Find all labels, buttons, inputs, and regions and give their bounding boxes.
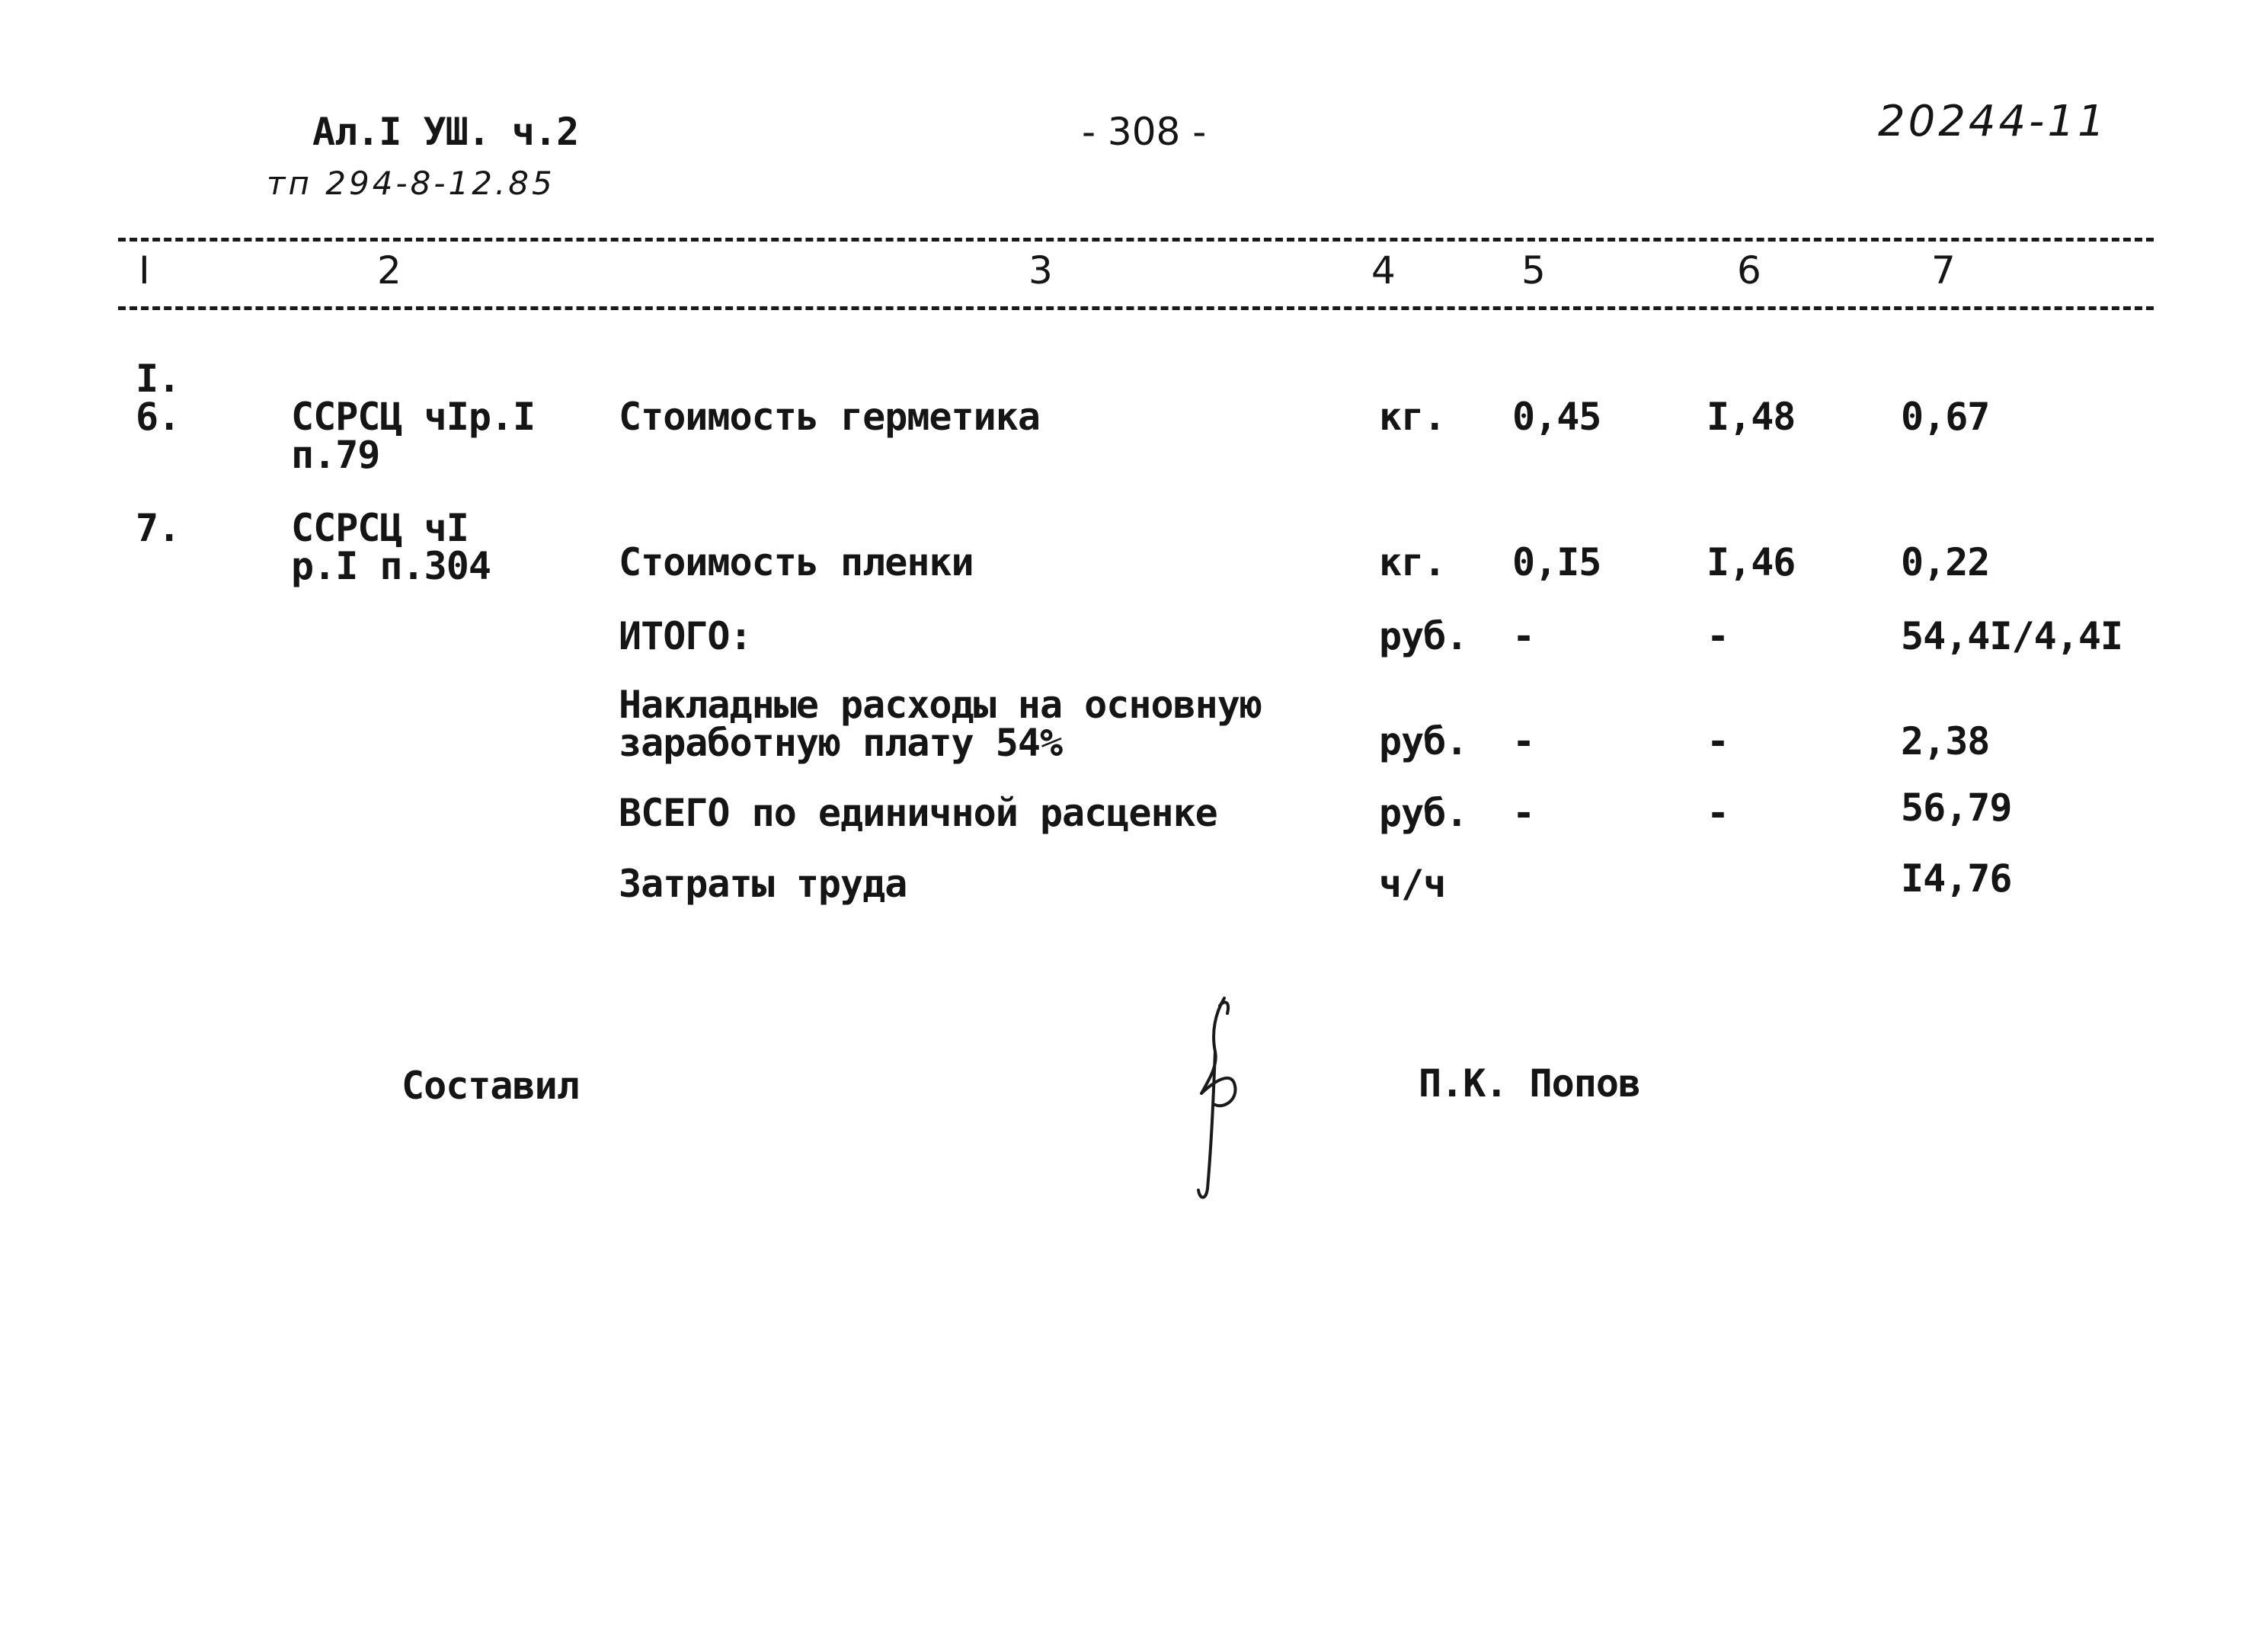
- column-heading-7: 7: [1931, 248, 1956, 293]
- table-row-number: 7.: [136, 506, 181, 550]
- grand-total-unit: руб.: [1379, 791, 1468, 835]
- signer-name: П.К. Попов: [1419, 1061, 1641, 1106]
- grand-total-col5: -: [1512, 791, 1535, 835]
- overhead-unit: руб.: [1379, 719, 1468, 763]
- signature: [1185, 991, 1253, 1211]
- subtotal-col5: -: [1512, 614, 1535, 658]
- column-heading-2: 2: [377, 248, 401, 293]
- labor-label: Затраты труда: [619, 862, 907, 906]
- subtotal-value: 54,4I/4,4I: [1901, 614, 2123, 658]
- column-heading-3: 3: [1028, 248, 1053, 293]
- overhead-col6: -: [1707, 719, 1729, 763]
- column-heading-5: 5: [1521, 248, 1546, 293]
- column-heading-4: 4: [1371, 248, 1396, 293]
- column-heading-1: I: [139, 248, 150, 293]
- table-top-rule: [118, 238, 2154, 242]
- subtotal-unit: руб.: [1379, 614, 1468, 658]
- table-row-name: Стоимость герметика: [619, 395, 1040, 439]
- table-row-name: Стоимость пленки: [619, 540, 974, 584]
- table-row-total: 0,22: [1901, 540, 1990, 584]
- labor-value: I4,76: [1901, 856, 2012, 901]
- table-row-number: I. 6.: [136, 357, 181, 439]
- overhead-label: Накладные расходы на основную заработную плату 54%: [619, 683, 1262, 765]
- archive-number: 20244-11: [1878, 97, 2108, 146]
- table-row-price: I,46: [1707, 540, 1796, 584]
- page-number: - 308 -: [1082, 110, 1207, 154]
- subtotal-col6: -: [1707, 614, 1729, 658]
- labor-unit: ч/ч: [1379, 862, 1446, 906]
- compiled-by-label: Составил: [401, 1064, 579, 1108]
- table-row-reference: ССРСЦ чI р.I п.304: [291, 506, 491, 588]
- grand-total-label: ВСЕГО по единичной расценке: [619, 791, 1217, 835]
- album-reference: Ал.I УШ. ч.2: [312, 110, 579, 154]
- grand-total-col6: -: [1707, 791, 1729, 835]
- overhead-col5: -: [1512, 719, 1535, 763]
- table-row-quantity: 0,45: [1512, 395, 1601, 439]
- table-row-reference: ССРСЦ чIр.I п.79: [291, 395, 536, 477]
- table-row-unit: кг.: [1379, 395, 1446, 439]
- project-reference: тп 294-8-12.85: [267, 165, 555, 202]
- table-row-unit: кг.: [1379, 540, 1446, 584]
- table-header-rule: [118, 306, 2154, 310]
- table-row-price: I,48: [1707, 395, 1796, 439]
- subtotal-label: ИТОГО:: [619, 614, 752, 658]
- table-row-quantity: 0,I5: [1512, 540, 1601, 584]
- grand-total-value: 56,79: [1901, 786, 2012, 830]
- column-heading-6: 6: [1737, 248, 1761, 293]
- overhead-value: 2,38: [1901, 719, 1990, 763]
- table-row-total: 0,67: [1901, 395, 1990, 439]
